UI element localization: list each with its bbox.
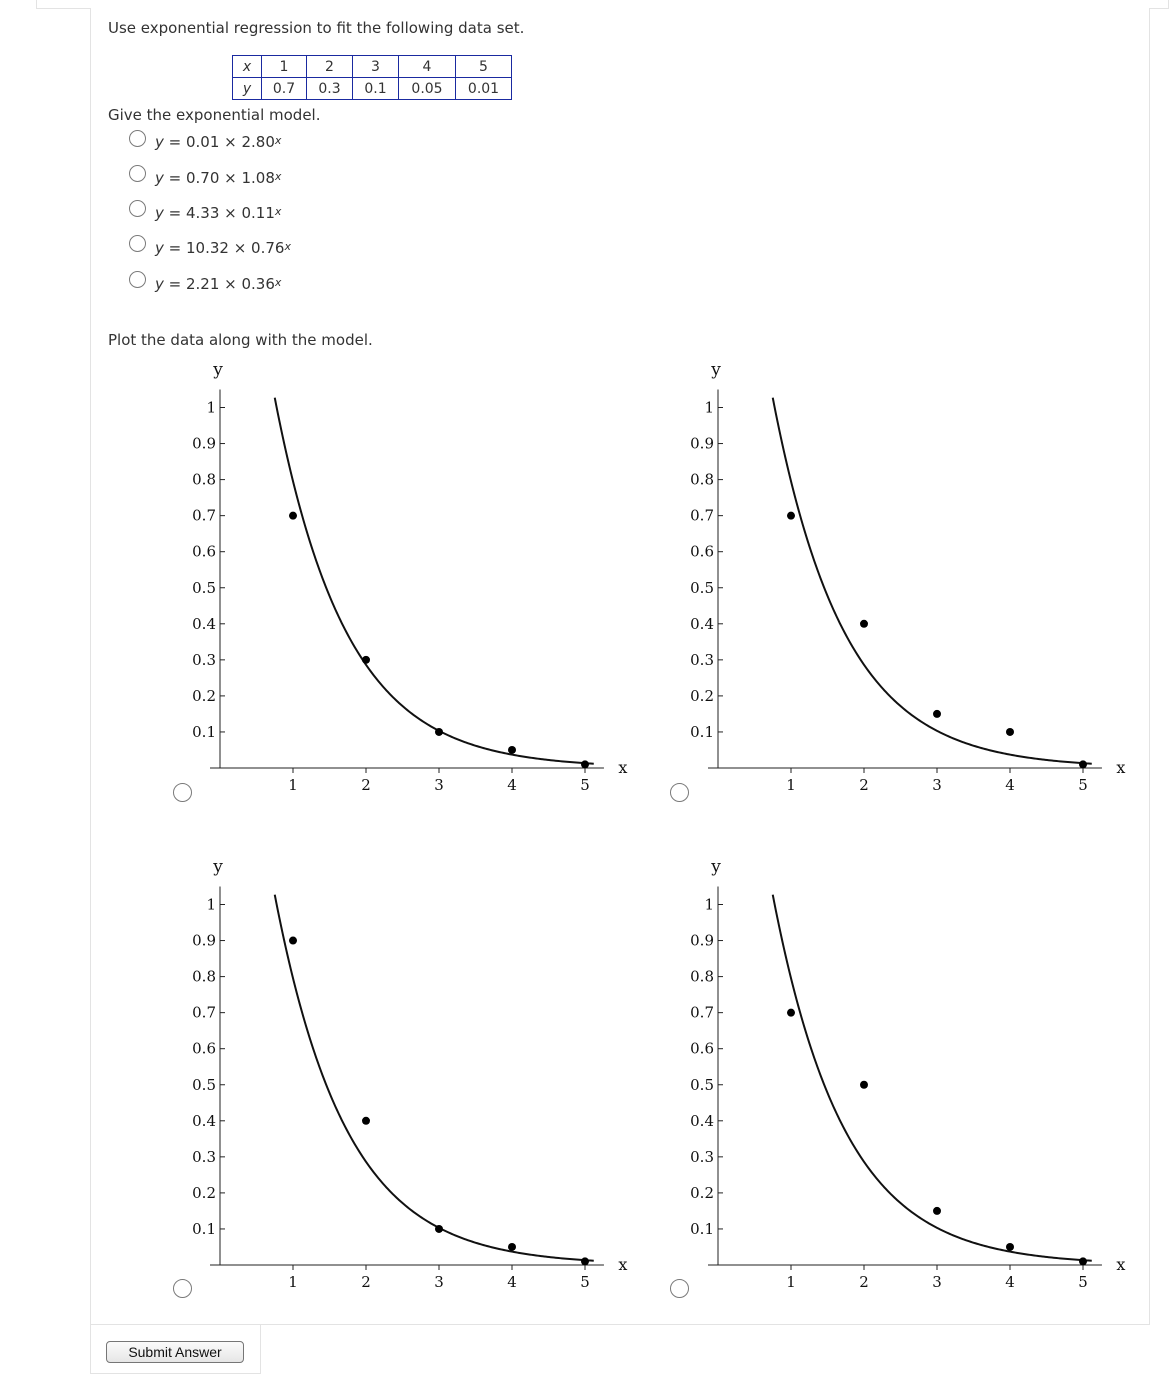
model-option-1[interactable]: [155, 133, 281, 151]
plot-prompt: Plot the data along with the model.: [108, 331, 373, 349]
data-point: [508, 746, 516, 754]
x-tick-label: 3: [434, 1273, 444, 1291]
option-expr: = 0.01 × 2.80: [163, 133, 275, 151]
table-cell: 2: [307, 56, 353, 78]
x-tick-label: 2: [361, 1273, 371, 1291]
y-tick-label: 0.8: [192, 470, 216, 489]
y-tick-label: 0.7: [192, 1003, 216, 1022]
y-tick-label: 0.7: [192, 506, 216, 525]
plot-chart-3: [180, 852, 630, 1292]
option-exponent: x: [284, 240, 291, 253]
data-point: [933, 1207, 941, 1215]
model-option-5[interactable]: [155, 275, 281, 293]
table-row-y: [233, 78, 512, 100]
data-point: [787, 512, 795, 520]
y-tick-label: 0.8: [192, 967, 216, 986]
option-lhs: y: [155, 275, 164, 293]
x-tick-label: 1: [288, 1273, 298, 1291]
plot-chart-1: [180, 355, 630, 795]
plot-option-radio-3[interactable]: [173, 1279, 192, 1298]
option-expr: = 0.70 × 1.08: [163, 169, 275, 187]
plot-option-radio-4[interactable]: [670, 1279, 689, 1298]
y-tick-label: 0.9: [690, 931, 714, 950]
option-exponent: x: [274, 134, 282, 147]
y-tick-label: 0.5: [192, 578, 216, 597]
x-tick-label: 5: [1078, 776, 1088, 794]
y-tick-label: 0.3: [690, 650, 714, 669]
data-point: [289, 937, 297, 945]
data-point: [1079, 760, 1087, 768]
y-axis-label: y: [213, 360, 223, 380]
table-row-x: [233, 56, 512, 78]
y-tick-label: 0.2: [192, 686, 216, 705]
x-tick-label: 4: [1005, 1273, 1015, 1291]
model-option-radio-2[interactable]: [129, 165, 146, 182]
x-axis-label: x: [618, 1255, 628, 1274]
data-point: [581, 760, 589, 768]
table-cell: 0.7: [262, 78, 307, 100]
table-cell: 5: [456, 56, 512, 78]
y-tick-label: 0.7: [690, 1003, 714, 1022]
data-point: [435, 728, 443, 736]
model-prompt: Give the exponential model.: [108, 106, 321, 124]
y-tick-label: 0.4: [690, 1111, 714, 1130]
y-tick-label: 0.1: [192, 722, 216, 741]
x-tick-label: 3: [932, 1273, 942, 1291]
y-axis-label: y: [711, 360, 721, 380]
x-tick-label: 3: [434, 776, 444, 794]
table-cell: 0.01: [456, 78, 512, 100]
x-tick-label: 3: [932, 776, 942, 794]
y-tick-label: 0.6: [690, 542, 714, 561]
model-curve: [275, 398, 594, 764]
plot-chart-4: [678, 852, 1128, 1292]
model-curve: [275, 895, 594, 1261]
data-point: [860, 620, 868, 628]
model-option-radio-4[interactable]: [129, 235, 146, 252]
option-lhs: y: [155, 204, 164, 222]
y-axis-label: y: [213, 857, 223, 877]
data-point: [289, 512, 297, 520]
table-cell: 0.3: [307, 78, 353, 100]
y-tick-label: 0.7: [690, 506, 714, 525]
y-tick-label: 1: [704, 895, 714, 914]
plot-chart-2: [678, 355, 1128, 795]
table-header-y: y: [233, 78, 262, 100]
data-table: [232, 55, 512, 100]
y-tick-label: 1: [206, 895, 216, 914]
y-tick-label: 0.3: [192, 650, 216, 669]
x-axis-label: x: [1116, 1255, 1126, 1274]
table-cell: 1: [262, 56, 307, 78]
x-tick-label: 4: [507, 1273, 517, 1291]
y-tick-label: 0.3: [192, 1147, 216, 1166]
y-tick-label: 0.9: [690, 434, 714, 453]
question-prompt: Use exponential regression to fit the following data set.: [108, 19, 525, 37]
x-tick-label: 5: [1078, 1273, 1088, 1291]
x-tick-label: 2: [361, 776, 371, 794]
table-cell: 0.05: [399, 78, 456, 100]
data-point: [860, 1081, 868, 1089]
table-cell: 3: [353, 56, 399, 78]
option-expr: = 2.21 × 0.36: [163, 275, 275, 293]
y-tick-label: 0.5: [690, 578, 714, 597]
y-tick-label: 0.4: [192, 1111, 216, 1130]
table-cell: 4: [399, 56, 456, 78]
y-tick-label: 0.4: [690, 614, 714, 633]
y-tick-label: 0.8: [690, 967, 714, 986]
submit-answer-button[interactable]: Submit Answer: [106, 1341, 244, 1363]
table-cell: 0.1: [353, 78, 399, 100]
data-point: [435, 1225, 443, 1233]
y-tick-label: 0.2: [690, 686, 714, 705]
data-point: [362, 656, 370, 664]
data-point: [933, 710, 941, 718]
y-tick-label: 0.9: [192, 931, 216, 950]
y-tick-label: 0.1: [690, 1219, 714, 1238]
model-option-2[interactable]: [155, 169, 281, 187]
y-tick-label: 0.2: [192, 1183, 216, 1202]
data-point: [1006, 1243, 1014, 1251]
x-tick-label: 2: [859, 1273, 869, 1291]
model-option-radio-1[interactable]: [129, 130, 146, 147]
option-lhs: y: [155, 133, 164, 151]
y-tick-label: 0.3: [690, 1147, 714, 1166]
option-expr: = 4.33 × 0.11: [163, 204, 275, 222]
y-tick-label: 0.8: [690, 470, 714, 489]
y-tick-label: 0.5: [690, 1075, 714, 1094]
x-tick-label: 4: [507, 776, 517, 794]
y-tick-label: 0.1: [192, 1219, 216, 1238]
x-tick-label: 5: [580, 776, 590, 794]
model-option-radio-3[interactable]: [129, 200, 146, 217]
y-tick-label: 0.9: [192, 434, 216, 453]
x-axis-label: x: [1116, 758, 1126, 777]
data-point: [581, 1257, 589, 1265]
x-tick-label: 5: [580, 1273, 590, 1291]
option-lhs: y: [155, 239, 164, 257]
data-point: [1079, 1257, 1087, 1265]
y-tick-label: 0.4: [192, 614, 216, 633]
x-tick-label: 1: [786, 776, 796, 794]
y-axis-label: y: [711, 857, 721, 877]
y-tick-label: 0.6: [690, 1039, 714, 1058]
model-option-radio-5[interactable]: [129, 271, 146, 288]
y-tick-label: 1: [206, 398, 216, 417]
model-curve: [773, 895, 1092, 1261]
option-exponent: x: [274, 170, 282, 183]
y-tick-label: 0.1: [690, 722, 714, 741]
data-point: [1006, 728, 1014, 736]
plot-option-radio-1[interactable]: [173, 783, 192, 802]
data-point: [787, 1009, 795, 1017]
model-option-4[interactable]: [155, 239, 291, 257]
y-tick-label: 0.6: [192, 1039, 216, 1058]
option-expr: = 10.32 × 0.76: [163, 239, 285, 257]
y-tick-label: 0.6: [192, 542, 216, 561]
x-tick-label: 1: [288, 776, 298, 794]
model-curve: [773, 398, 1092, 764]
data-point: [362, 1117, 370, 1125]
x-axis-label: x: [618, 758, 628, 777]
x-tick-label: 2: [859, 776, 869, 794]
plot-option-radio-2[interactable]: [670, 783, 689, 802]
option-lhs: y: [155, 169, 164, 187]
y-tick-label: 0.2: [690, 1183, 714, 1202]
y-tick-label: 1: [704, 398, 714, 417]
option-exponent: x: [274, 276, 282, 289]
y-tick-label: 0.5: [192, 1075, 216, 1094]
option-exponent: x: [274, 205, 282, 218]
data-point: [508, 1243, 516, 1251]
model-option-3[interactable]: [155, 204, 281, 222]
x-tick-label: 1: [786, 1273, 796, 1291]
x-tick-label: 4: [1005, 776, 1015, 794]
table-header-x: x: [233, 56, 262, 78]
